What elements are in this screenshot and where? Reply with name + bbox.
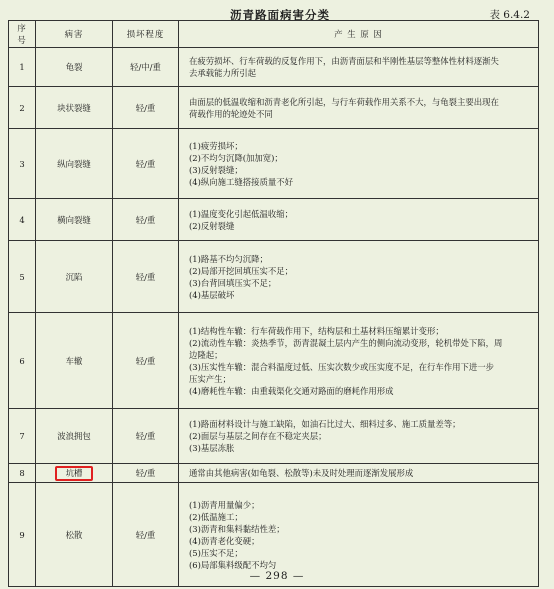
row-seq: 7 — [9, 409, 36, 464]
cause-line: 压实产生； — [189, 373, 231, 384]
cause-line: (3)基层冻胀 — [189, 443, 235, 453]
table-header — [9, 21, 539, 48]
cause-line: (2)面层与基层之间存在不稳定夹层； — [189, 431, 327, 441]
table-title: 沥青路面病害分类 — [230, 8, 330, 22]
table-row — [9, 87, 539, 129]
row-severity: 轻/重 — [113, 464, 179, 483]
table-row — [9, 313, 539, 409]
cause-line: (3)沥青和集料黏结性差； — [189, 523, 285, 534]
cause-line: (1)路面材料设计与施工缺陷，如油石比过大、细料过多、施工质量差等； — [189, 419, 461, 429]
row-cause — [179, 199, 539, 241]
row-seq: 9 — [9, 483, 36, 587]
cause-line: (1)路基不均匀沉降； — [189, 253, 268, 264]
cause-line: (2)反射裂缝 — [189, 220, 235, 231]
row-cause — [179, 48, 539, 87]
cause-line: (5)压实不足； — [189, 547, 243, 558]
header-seq: 序号 — [9, 21, 36, 48]
header-cause: 产 生 原 因 — [179, 21, 539, 48]
cause-line: 在疲劳损坏、行车荷载的反复作用下，由沥青面层和半刚性基层等整体性材料逐渐失 — [189, 56, 499, 66]
header-row — [9, 21, 539, 48]
row-seq: 1 — [9, 48, 36, 87]
table-row — [9, 464, 539, 483]
cause-line: (2)不均匀沉降(加加宽)； — [189, 152, 283, 163]
cause-line: 由面层的低温收缩和沥青老化所引起，与行车荷载作用关系不大，与龟裂主要出现在 — [189, 96, 499, 107]
cause-line: (2)低温施工； — [189, 511, 243, 522]
row-severity: 轻/重 — [113, 313, 179, 409]
table-row — [9, 48, 539, 87]
row-seq: 4 — [9, 199, 36, 241]
table-row — [9, 409, 539, 464]
row-disease: 沉陷 — [36, 241, 113, 313]
row-disease: 块状裂缝 — [36, 87, 113, 129]
highlighted-disease-name: 坑槽 — [55, 466, 94, 481]
row-severity: 轻/重 — [113, 241, 179, 313]
row-severity: 轻/重 — [113, 483, 179, 587]
row-seq: 8 — [9, 464, 36, 483]
row-cause — [179, 464, 539, 483]
row-seq: 3 — [9, 129, 36, 199]
row-disease: 波浪拥包 — [36, 409, 113, 464]
cause-line: (3)台背回填压实不足； — [189, 277, 277, 288]
header-severity: 损坏程度 — [113, 21, 179, 48]
row-cause — [179, 241, 539, 313]
cause-line: (1)疲劳损坏； — [189, 140, 243, 151]
cause-line: 去承载能力所引起 — [189, 68, 256, 78]
row-disease: 车辙 — [36, 313, 113, 409]
cause-line: (4)沥青老化变硬； — [189, 535, 260, 546]
cause-line: (4)基层破坏 — [189, 289, 235, 300]
table-body — [9, 48, 539, 587]
cause-line: (3)压实性车辙：混合料温度过低、压实次数少或压实度不足，在行车作用下进一步 — [189, 361, 494, 372]
cause-line: 荷载作用的轮迹处不同 — [189, 108, 273, 119]
row-disease: 松散 — [36, 483, 113, 587]
header-disease: 病害 — [36, 21, 113, 48]
row-disease — [36, 464, 113, 483]
cause-line: (1)结构性车辙：行车荷载作用下，结构层和土基材料压缩累计变形； — [189, 325, 444, 336]
row-cause — [179, 313, 539, 409]
row-disease: 横向裂缝 — [36, 199, 113, 241]
cause-line: (4)磨耗性车辙：由重载渠化交通对路面的磨耗作用形成 — [189, 385, 394, 396]
table-row — [9, 241, 539, 313]
cause-line: (2)局部开挖回填压实不足； — [189, 265, 293, 276]
row-severity: 轻/重 — [113, 87, 179, 129]
row-severity: 轻/重 — [113, 129, 179, 199]
table-row — [9, 199, 539, 241]
row-seq: 6 — [9, 313, 36, 409]
row-disease: 龟裂 — [36, 48, 113, 87]
cause-line: 通常由其他病害(如龟裂、松散等)未及时处理而逐渐发展形成 — [189, 468, 414, 478]
cause-line: (1)沥青用量偏少； — [189, 499, 260, 510]
row-severity: 轻/重 — [113, 199, 179, 241]
row-cause — [179, 409, 539, 464]
cause-line: (1)温度变化引起低温收缩； — [189, 208, 293, 219]
row-cause — [179, 129, 539, 199]
row-severity: 轻/中/重 — [113, 48, 179, 87]
row-disease: 纵向裂缝 — [36, 129, 113, 199]
disease-classification-table — [8, 20, 539, 587]
cause-line: 边隆起； — [189, 349, 223, 360]
cause-line: (3)反射裂缝； — [189, 164, 243, 175]
table-number: 表 6.4.2 — [489, 9, 530, 21]
cause-line: (4)纵向施工缝搭接质量不好 — [189, 176, 293, 187]
cause-line: (2)流动性车辙：炎热季节，沥青混凝土层内产生的侧向流动变形，轮机带处下陷，周 — [189, 337, 503, 348]
row-cause — [179, 87, 539, 129]
row-seq: 5 — [9, 241, 36, 313]
page-number: — 298 — — [249, 570, 305, 582]
table-row — [9, 129, 539, 199]
cause-line: (6)局部集料级配不均匀 — [189, 559, 277, 570]
row-severity: 轻/重 — [113, 409, 179, 464]
row-seq: 2 — [9, 87, 36, 129]
